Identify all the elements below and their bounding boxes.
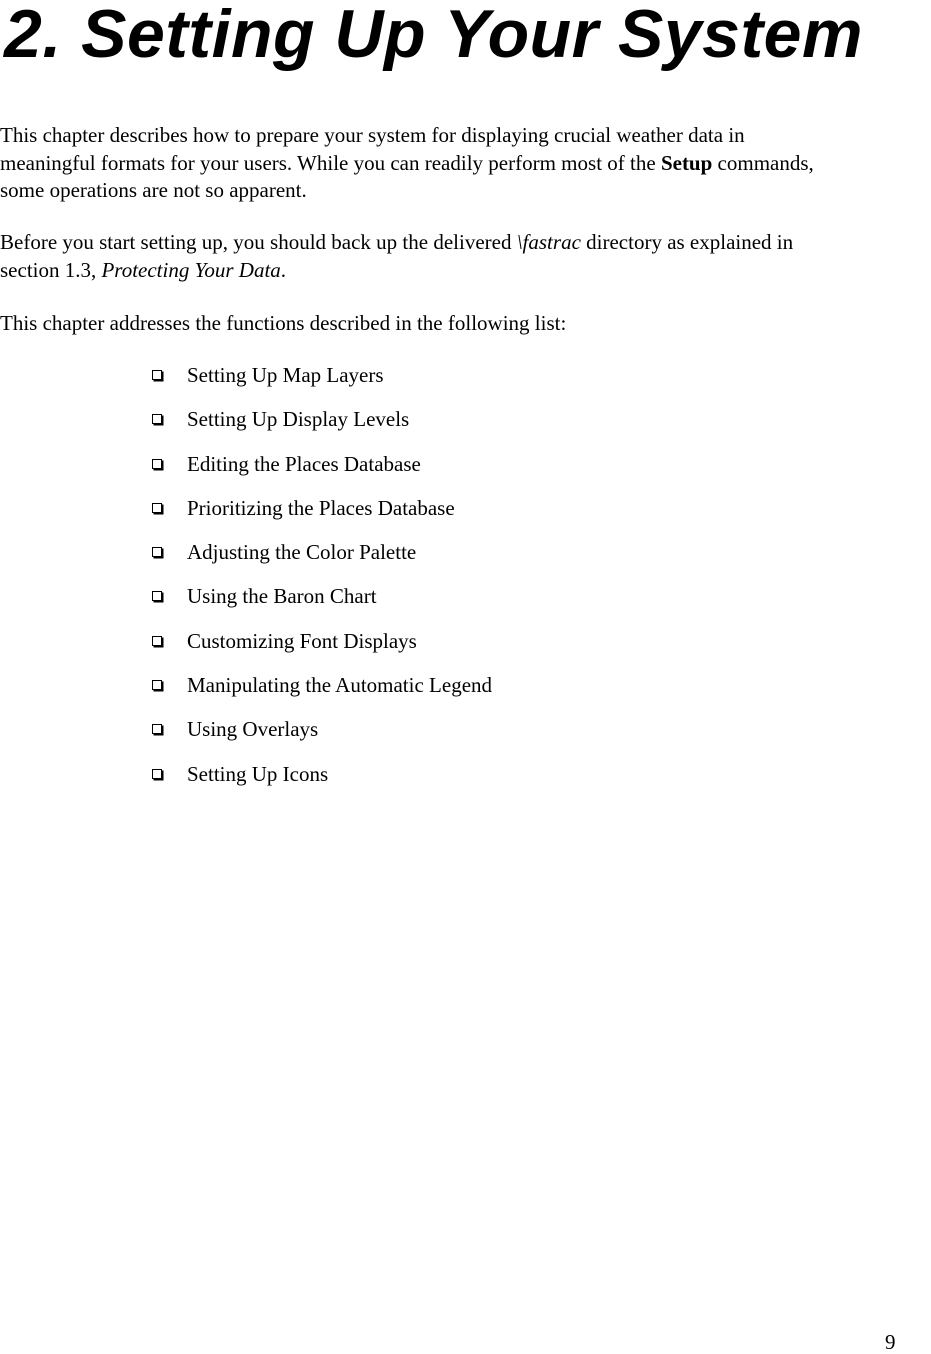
- list-item-label: Adjusting the Color Palette: [187, 540, 417, 565]
- chapter-title: 2. Setting Up Your System: [4, 0, 863, 72]
- list-item: [0, 714, 700, 758]
- list-item: [0, 759, 700, 803]
- list-item-label: Setting Up Map Layers: [187, 363, 384, 387]
- intro-line-3: some operations are not so apparent.: [0, 178, 307, 202]
- list-item: [0, 360, 700, 404]
- backup-line-1-end: directory as explained in: [580, 230, 794, 254]
- checkbox-icon: [152, 503, 162, 513]
- list-item-label: Editing the Places Database: [187, 451, 421, 476]
- checkbox-icon: [152, 370, 162, 380]
- fastrac-directory-term: \fastrac: [516, 230, 581, 254]
- protecting-your-data-reference: Protecting Your Data: [101, 257, 281, 282]
- checkbox-icon: [152, 459, 162, 469]
- list-item: [0, 537, 700, 581]
- intro-line-2-start: meaningful formats for your users. While you can readily perform most of the: [0, 150, 661, 175]
- intro-paragraph: [0, 122, 931, 205]
- list-item: [0, 449, 700, 493]
- checkbox-icon: [152, 547, 162, 557]
- backup-line-1-start: Before you start setting up, you should back up the delivered: [0, 230, 517, 254]
- intro-line-1: This chapter describes how to prepare your system for displaying crucial weather data in: [0, 123, 745, 147]
- list-item: [0, 404, 700, 448]
- backup-paragraph: [0, 229, 931, 284]
- list-item: [0, 581, 700, 625]
- list-item: [0, 626, 700, 670]
- list-item-label: Customizing Font Displays: [187, 628, 417, 653]
- setup-command-term: Setup: [660, 150, 713, 175]
- list-item-label: Manipulating the Automatic Legend: [187, 673, 493, 698]
- backup-line-2-start: section 1.3,: [0, 257, 102, 282]
- checkbox-icon: [152, 724, 162, 734]
- list-item-label: Using the Baron Chart: [187, 584, 377, 609]
- list-item: [0, 670, 700, 714]
- backup-line-2-end: .: [280, 257, 287, 282]
- list-item-label: Prioritizing the Places Database: [187, 495, 455, 520]
- page-number: 9: [885, 1330, 896, 1354]
- intro-line-2-end: commands,: [712, 150, 814, 175]
- checkbox-icon: [152, 414, 162, 424]
- functions-list: [0, 360, 700, 803]
- checkbox-icon: [152, 636, 162, 646]
- checkbox-icon: [152, 591, 162, 601]
- checkbox-icon: [152, 680, 162, 690]
- checkbox-icon: [152, 769, 162, 779]
- list-intro-paragraph: This chapter addresses the functions described in the following list:: [0, 311, 567, 335]
- list-item-label: Using Overlays: [187, 717, 319, 742]
- list-item-label: Setting Up Display Levels: [187, 407, 410, 432]
- list-item-label: Setting Up Icons: [187, 761, 329, 786]
- list-item: [0, 493, 700, 537]
